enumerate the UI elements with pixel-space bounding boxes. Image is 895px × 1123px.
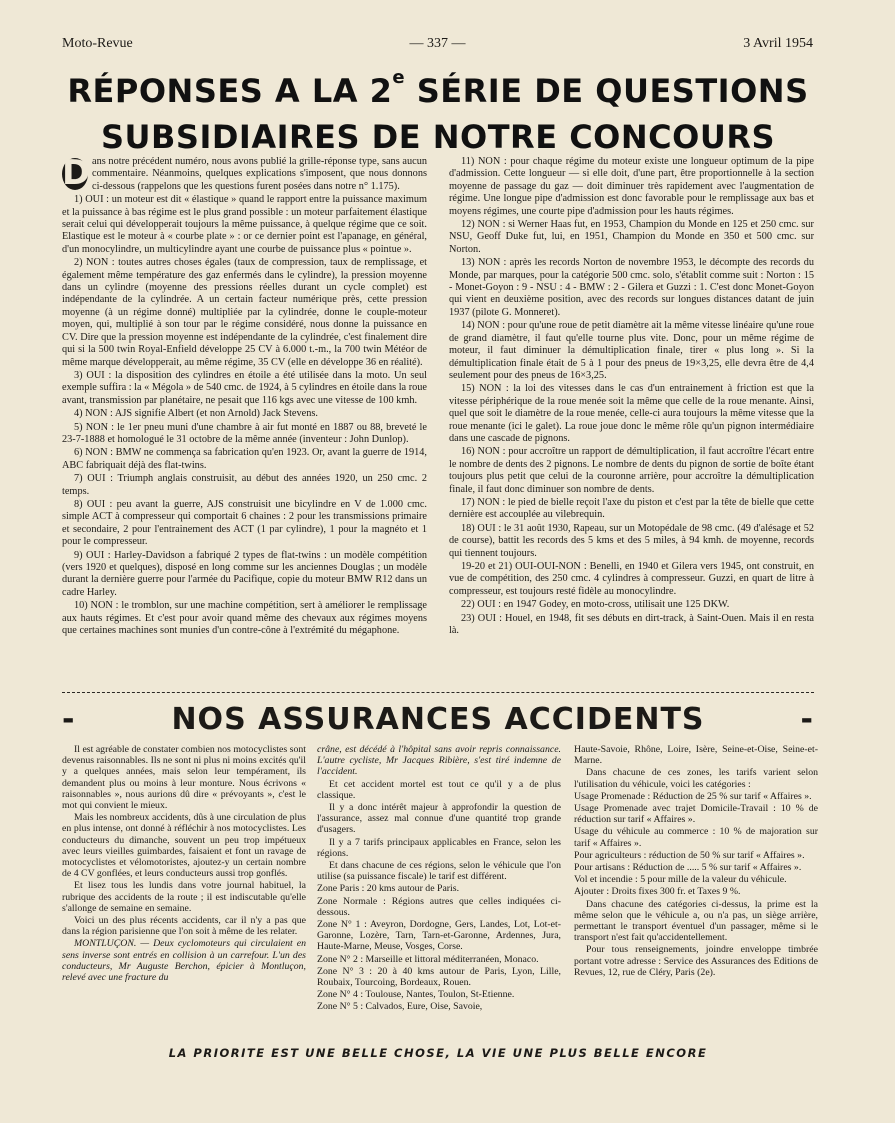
answer-paragraph: 19-20 et 21) OUI-OUI-NON : Benelli, en 1940 et Gilera vers 1945, ont construit, en vue de compétition, des 250 cmc. 4 cylindres à compresseur. Guzzi, en quart de litre à compresseur, est toujours resté fidèle au monocylindre. xyxy=(449,561,814,597)
answer-paragraph: 2) NON : toutes autres choses égales (taux de compression, taux de remplissage, et également même température des gaz enfermés dans le cylindre), la pression moyenne dans un cylindre (moyenne des pressions réelles durant un cycle complet) est indépendante de la cylindrée. A un certain facteur numérique près, cette pression moyenne (à un régime donné) multipliée par la cylindrée, donne le couple-moteur moyen, qui, multiplié à son tour par le régime considéré, nous donne la puissance en CV. Dire que la pression moyenne est indépendante de la cylindrée, c'est finalement dire qui si la 500 twin Royal-Enfield développe 25 CV à 6.000 t.-m., la 700 twin Météor de même marque développerait, au même régime, 35 CV (elle en développe 36 en réalité). xyxy=(62,257,427,368)
insurance-column-2 xyxy=(317,744,561,1014)
answer-paragraph: 23) OUI : Houel, en 1948, fit ses débuts en dirt-track, à Saint-Ouen. Mais il en resta là. xyxy=(449,612,814,637)
zone-entry: Zone Paris : 20 kms autour de Paris. xyxy=(317,883,460,895)
answer-paragraph: 7) OUI : Triumph anglais construisit, au début des années 1920, un 250 cmc. 2 temps. xyxy=(62,473,427,497)
answer-paragraph: 10) NON : le tromblon, sur une machine compétition, sert à améliorer le remplissage aux hauts régimes. Et c'est pour avoir quand même des chevaux aux régimes moyens que certaines machines sont munies d'un contre-cône à l'extrémité du mégaphone. xyxy=(62,600,427,637)
answer-paragraph: 3) OUI : la disposition des cylindres en étoile a été utilisée dans la moto. Un seul exemple suffira : la « Mégola » de 540 cmc. de 1924, à 5 cylindres en étoile dans la roue avant, transmission par planétaire, ne pesait que 116 kgs avec une vitesse de 100 kmh. xyxy=(62,369,427,406)
answer-paragraph: 17) NON : le pied de bielle reçoit l'axe du piston et c'est par la tête de bielle que cette dernière est accouplée au vilebrequin. xyxy=(449,496,814,521)
publication-name: Moto-Revue xyxy=(62,36,133,51)
drop-cap: D xyxy=(62,153,91,193)
issue-date: 3 Avril 1954 xyxy=(743,36,813,51)
title-line-1 xyxy=(62,68,814,114)
insurance-column-3 xyxy=(574,744,818,979)
page-number: — 337 — xyxy=(409,36,466,51)
answer-paragraph: 8) OUI : peu avant la guerre, AJS construisit une bicylindre en V de 1.000 cmc. simple ACT à compresseur qui comportait 6 chaines : 2 pour les transmissions primaire et secondaire, 2 pour l'entrainement des ACT (1 par cylindre), 1 pour la magnéto et 1 pour le compresseur. xyxy=(62,498,427,548)
answer-paragraph: 14) NON : pour qu'une roue de petit diamètre ait la même vitesse linéaire qu'une roue de grand diamètre, il faut qu'elle tourne plus vite. Donc, pour un même régime de moteur, il faut diminuer la démultiplication finale, tirer « plus long ». Si la démultiplication finale était de 5 à 1 pour des pneus de 19×3,25, elle devra être de 4,4 seulement pour des pneus de 16×3,25. xyxy=(449,320,814,381)
article-column-2 xyxy=(449,156,814,638)
insurance-paragraph: Et cet accident mortel est tout ce qu'il y a de plus classique. xyxy=(317,778,561,801)
contact-paragraph: Pour tous renseignements, joindre enveloppe timbrée portant votre adresse : Service des Assurances des Editions de Revues, 12, rue de Cléry, Paris (2e). xyxy=(574,944,818,978)
insurance-paragraph: Et dans chacune de ces régions, selon le véhicule que l'on utilise (sa puissance fiscale) le tarif est différent. xyxy=(317,860,561,883)
section-title xyxy=(62,700,814,740)
answer-paragraph: 12) NON : si Werner Haas fut, en 1953, Champion du Monde en 125 et 250 cmc. sur NSU, Geoff Duke fut, lui, en 1951, Champion du Monde en 350 et 500 cmc. sur Norton. xyxy=(449,219,814,255)
answer-paragraph: 1) OUI : un moteur est dit « élastique » quand le rapport entre la puissance maximum et la puissance à bas régime est le plus grand possible : un moteur parfaitement élastique serait celui qui développerait toujours la même puissance, à quelque régime que ce soit. Elastique est le moteur à « courbe plate » : or ce dernier point est l'apanage, en général, d'un monocylindre, un multicylindre ayant une courbe de puissance plus « pointue ». xyxy=(62,194,427,255)
answer-paragraph: 22) OUI : en 1947 Godey, en moto-cross, utilisait une 125 DKW. xyxy=(461,599,730,611)
answer-paragraph: 11) NON : pour chaque régime du moteur existe une longueur optimum de la pipe d'admission. Cette longueur — si elle doit, d'une part, être proportionnelle à la section moyenne de passage du gaz — doit diminuer très rapidement avec l'augmentation de régime. Une longue pipe d'admission est donc favorable pour le remplissage aux bas et moyens régimes, une courte pipe d'admission pour les hauts régimes. xyxy=(449,156,814,217)
answer-paragraph: 5) NON : le 1er pneu muni d'une chambre à air fut monté en 1887 ou 88, breveté le 23-7-1888 et homologué le 31 octobre de la même année (inventeur : John Dunlop). xyxy=(62,421,427,445)
tariff-entry: Usage Promenade avec trajet Domicile-Travail : 10 % de réduction sur tarif « Affaires ». xyxy=(574,803,818,826)
insurance-paragraph: Dans chacune des catégories ci-dessus, la prime est la même selon que le véhicule a, ou n'a pas, un siège arrière, permettant le transport éventuel d'un passager, même si le transport n'est fait qu'accidentellement. xyxy=(574,898,818,944)
answer-paragraph: 4) NON : AJS signifie Albert (et non Arnold) Jack Stevens. xyxy=(74,408,318,420)
tariff-entry: Pour agriculteurs : réduction de 50 % sur tarif « Affaires ». xyxy=(574,849,805,861)
title-part-a: RÉPONSES A LA 2 xyxy=(67,72,393,110)
title-superscript: e xyxy=(392,67,406,88)
answer-paragraph: 13) NON : après les records Norton de novembre 1953, le décompte des records du Monde, par marques, pour la catégorie 500 cmc. solo, s'établit comme suit : Norton : 15 - Monet-Goyon : 9 - NSU : 4 - BMW : 2 - Gilera et Guzzi : 1. C'est donc Monet-Goyon qui vient en deuxième position, avec des records sur longues distances datant de juin 1937 (pilote G. Monneret). xyxy=(449,257,814,318)
title-line-2: SUBSIDIAIRES DE NOTRE CONCOURS xyxy=(100,118,776,156)
answer-paragraph: 6) NON : BMW ne commença sa fabrication qu'en 1923. Or, avant la guerre de 1914, ABC fabriquait déjà des flat-twins. xyxy=(62,447,427,471)
zone-entry: Zone N° 3 : 20 à 40 kms autour de Paris, Lyon, Lille, Roubaix, Tourcoing, Bordeaux, Rouen. xyxy=(317,965,561,989)
zone-entry: Zone N° 5 : Calvados, Eure, Oise, Savoie, xyxy=(317,1001,483,1013)
section-title-text: NOS ASSURANCES ACCIDENTS xyxy=(171,702,705,737)
zone-entry: Zone N° 1 : Aveyron, Dordogne, Gers, Landes, Lot, Lot-et-Garonne, Lozère, Tarn, Tarn-et-Garonne, Ardennes, Jura, Haute-Marne, Meuse, Vosges, Corse. xyxy=(317,919,561,953)
intro-paragraph xyxy=(62,153,427,193)
zone-entry: Zone N° 4 : Toulouse, Nantes, Toulon, St-Etienne. xyxy=(317,989,515,1001)
title-dash-right: - xyxy=(800,702,814,737)
zone-entry: Zone N° 2 : Marseille et littoral méditerranéen, Monaco. xyxy=(317,953,539,965)
answer-paragraph: 16) NON : pour accroître un rapport de démultiplication, il faut accroître l'écart entre le nombre de dents des 2 pignons. Le nombre de dents du pignon de sortie de boîte étant toujours plus petit que celui de la couronne arrière, pour accroître la démultiplication finale, il faut donc diminuer son nombre de dents. xyxy=(449,446,814,495)
insurance-paragraph: Voici un des plus récents accidents, car il n'y a pas que dans la région parisienne que l'on soit à même de les relater. xyxy=(62,915,306,938)
insurance-paragraph: Et lisez tous les lundis dans votre journal habituel, la rubrique des accidents de la route ; il est indiscutable qu'elle s'allonge de semaine en semaine. xyxy=(62,880,306,914)
section-divider xyxy=(62,692,814,693)
tariff-entry: Usage Promenade : Réduction de 25 % sur tarif « Affaires ». xyxy=(574,790,812,802)
tariff-entry: Vol et incendie : 5 pour mille de la valeur du véhicule. xyxy=(574,874,787,886)
answer-paragraph: 9) OUI : Harley-Davidson a fabriqué 2 types de flat-twins : un modèle compétition (vers 1920 et quelques), disposé en long comme sur les anciennes Douglas ; un modèle durant la dernière guerre pour l'armée du Pacifique, copie du moteur BMW R12 dans un cadre Harley. xyxy=(62,549,427,598)
title-part-b: SÉRIE DE QUESTIONS xyxy=(405,72,809,110)
tariff-entry: Pour artisans : Réduction de ..... 5 % sur tarif « Affaires ». xyxy=(574,862,802,874)
insurance-column-1 xyxy=(62,744,306,984)
insurance-paragraph: Il est agréable de constater combien nos motocyclistes sont devenus raisonnables. Ils ne sont ni plus ni moins excités qu'il y a quelques années, mais selon leur tempérament, ils demandent plus ou moins à leur monture. Nous écrivons « raisonnables », nous aurions dû dire « prévoyants », c'est le mot qui convient le mieux. xyxy=(62,744,306,812)
article-body xyxy=(62,153,814,684)
insurance-paragraph: Dans chacune de ces zones, les tarifs varient selon l'utilisation du véhicule, voici les catégories : xyxy=(574,767,818,790)
insurance-paragraph: Il y a donc intérêt majeur à approfondir la question de l'assurance, assez mal connue d'une quantité trop grande d'usagers. xyxy=(317,802,561,836)
insurance-article-body xyxy=(62,744,818,1030)
title-dash-left: - xyxy=(62,702,76,737)
article-column-1 xyxy=(62,153,427,638)
page-header xyxy=(62,36,813,56)
zone-entry-continued: Haute-Savoie, Rhône, Loire, Isère, Seine-et-Oise, Seine-et-Marne. xyxy=(574,744,818,767)
answer-paragraph: 15) NON : la loi des vitesses dans le cas d'un entrainement à friction est que la vitesse périphérique de la roue menée soit la même que celle de la roue menante. Ainsi, quel que soit le diamètre de la roue menée, celle-ci aura toujours la même vitesse que la roue menante (ici le galet). La roue joue donc le même rôle qu'un pignon intermédiaire dans une cascade de pignons. xyxy=(449,383,814,444)
answer-paragraph: 18) OUI : le 31 août 1930, Rapeau, sur un Motopédale de 98 cmc. (49 d'alésage et 52 de course), battit les records des 5 kms et des 5 miles, à 94 kmh. de moyenne, records qui tiennent toujours. xyxy=(449,522,814,559)
article-title xyxy=(62,68,814,160)
insurance-paragraph: Il y a 7 tarifs principaux applicables en France, selon les régions. xyxy=(317,836,561,859)
insurance-paragraph: Mais les nombreux accidents, dûs à une circulation de plus en plus intense, ont donné à réfléchir à nos motocyclistes. Les conducteurs du dimanche, souvent un peu trop impétueux avec leurs vieilles guimbardes, faisaient et font un ravage de motocyclistes et vélomotoristes, ajoutez-y un certain nombre de 4 CV gonflées, et leurs conducteurs aussi trop gonflés. xyxy=(62,812,306,880)
footer-slogan: LA PRIORITE EST UNE BELLE CHOSE, LA VIE UNE PLUS BELLE ENCORE xyxy=(168,1046,708,1060)
tariff-entry: Usage du véhicule au commerce : 10 % de majoration sur tarif « Affaires ». xyxy=(574,826,818,849)
news-excerpt: MONTLUÇON. — Deux cyclomoteurs qui circulaient en sens inverse sont entrés en collision à un carrefour. L'un des conducteurs, Mr Auguste Berchon, épicier à Montluçon, relevé avec une fracture du xyxy=(62,938,306,984)
intro-text: ans notre précédent numéro, nous avons publié la grille-réponse type, sans aucun commentaire. Néanmoins, quelques explications s'imposent, que nous donnons ci-dessous (rappelons que les questions furent posées dans notre n° 1.175). xyxy=(92,156,427,192)
tariff-entry: Ajouter : Droits fixes 300 fr. et Taxes 9 %. xyxy=(574,886,741,898)
news-excerpt-continued: crâne, est décédé à l'hôpital sans avoir repris connaissance. L'autre cycliste, Mr Jacques Ribière, s'est tiré indemne de l'accident. xyxy=(317,744,561,778)
zone-entry: Zone Normale : Régions autres que celles indiquées ci-dessous. xyxy=(317,895,561,918)
